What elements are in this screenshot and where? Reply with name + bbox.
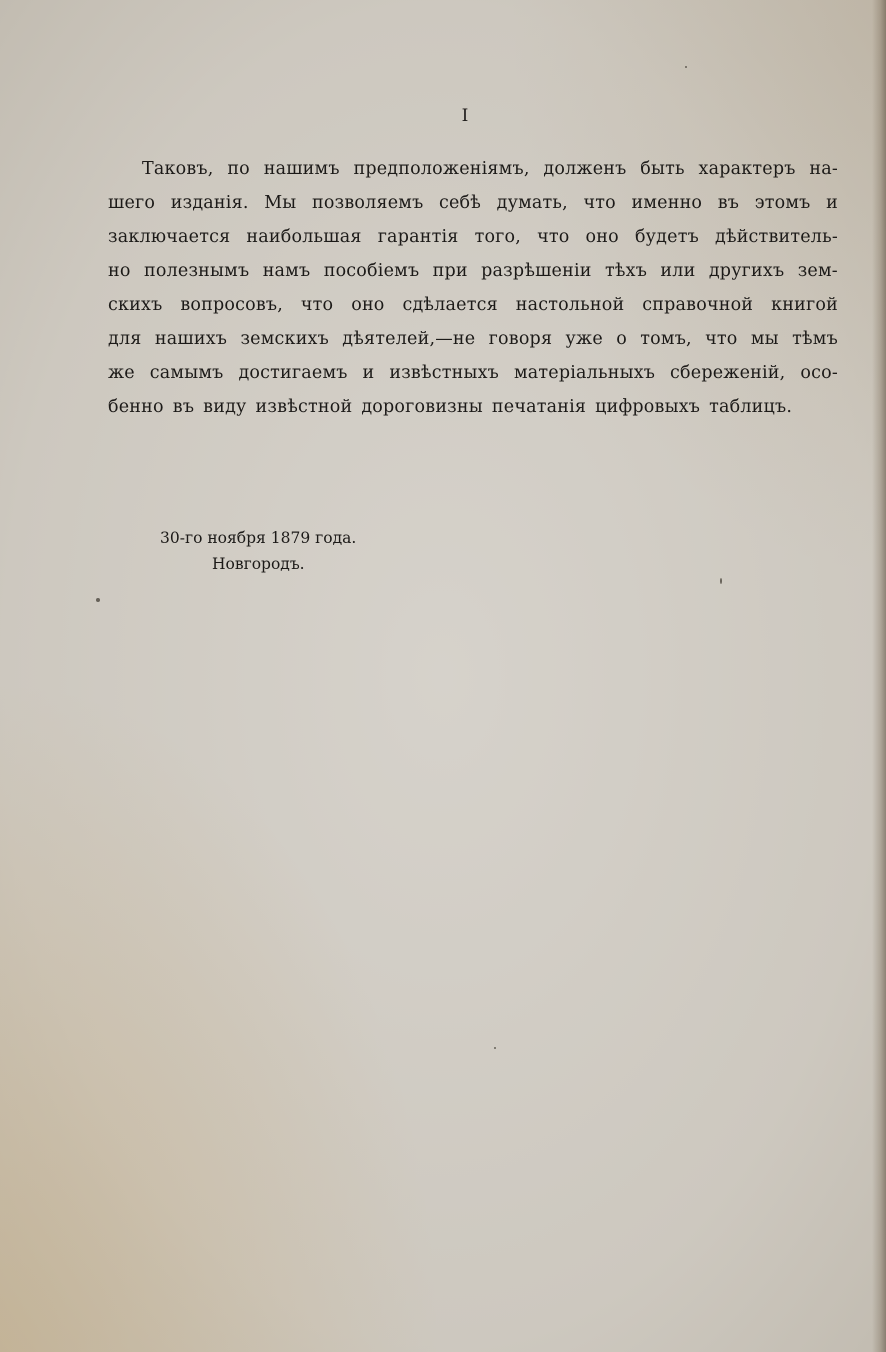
word: этомъ (754, 193, 811, 213)
signoff-date: 30-го ноября 1879 года. (160, 529, 357, 547)
word: въ (717, 193, 740, 213)
print-speck (685, 66, 687, 68)
word: оно (351, 295, 385, 315)
word: для (108, 329, 142, 349)
word: полезнымъ (143, 261, 250, 281)
word: таблицъ. (709, 397, 793, 417)
word: справочной (642, 295, 754, 315)
word: достигаемъ (238, 363, 348, 383)
word: предположеніямъ, (353, 159, 530, 179)
word: уже (565, 329, 603, 349)
word: говоря (488, 329, 553, 349)
word: позволяемъ (312, 193, 424, 213)
word: при (432, 261, 468, 281)
signoff (160, 525, 356, 577)
word: оно (585, 227, 619, 247)
word: въ (172, 397, 195, 417)
word: нашихъ (154, 329, 228, 349)
word: быть (640, 159, 685, 179)
word: и (362, 363, 375, 383)
word: мы (750, 329, 779, 349)
word: на- (809, 159, 838, 179)
word: настольной (515, 295, 625, 315)
word: будетъ (634, 227, 699, 247)
word: Таковъ, (142, 159, 214, 179)
word: что (300, 295, 334, 315)
text-line (108, 186, 838, 220)
print-speck (96, 598, 100, 602)
print-speck (720, 578, 722, 584)
text-line (108, 152, 838, 186)
word: тѣхъ (605, 261, 648, 281)
word: наибольшая (246, 227, 362, 247)
word: что (537, 227, 570, 247)
word: сдѣлается (402, 295, 498, 315)
word: или (660, 261, 696, 281)
word: сбереженій, (670, 363, 786, 383)
word: самымъ (149, 363, 224, 383)
word: изданія. (170, 193, 249, 213)
word: зем- (797, 261, 838, 281)
word: что (583, 193, 616, 213)
word: именно (631, 193, 703, 213)
word: того, (474, 227, 522, 247)
word: же (108, 363, 135, 383)
word: печатанія (491, 397, 587, 417)
word: матеріальныхъ (513, 363, 656, 383)
word: шего (108, 193, 156, 213)
word: осо- (800, 363, 838, 383)
text-line (108, 254, 838, 288)
word: разрѣшеніи (481, 261, 592, 281)
word: виду (203, 397, 247, 417)
signoff-place: Новгородъ. (212, 555, 305, 573)
word: себѣ (439, 193, 482, 213)
word: Мы (264, 193, 297, 213)
word: другихъ (708, 261, 785, 281)
word: о (616, 329, 627, 349)
word: что (705, 329, 738, 349)
word: заключается (108, 227, 231, 247)
word: нашимъ (263, 159, 340, 179)
page-number: I (461, 106, 469, 126)
text-line (108, 390, 838, 424)
word: томъ, (640, 329, 692, 349)
word: намъ (262, 261, 311, 281)
word: пособіемъ (323, 261, 420, 281)
text-line (108, 322, 838, 356)
print-speck (494, 1047, 496, 1049)
page-edge-shadow (872, 0, 886, 1352)
word: долженъ (543, 159, 627, 179)
word: думать, (496, 193, 568, 213)
word: книгой (771, 295, 838, 315)
word: вопросовъ, (180, 295, 283, 315)
word: извѣстныхъ (389, 363, 500, 383)
word: земскихъ (240, 329, 329, 349)
word: но (108, 261, 131, 281)
word: по (227, 159, 250, 179)
preface-paragraph (108, 152, 838, 424)
word: тѣмъ (792, 329, 838, 349)
word: дороговизны (361, 397, 483, 417)
word: дѣятелей,—не (342, 329, 476, 349)
word: извѣстной (255, 397, 353, 417)
word: гарантія (377, 227, 459, 247)
word: скихъ (108, 295, 163, 315)
text-line (108, 220, 838, 254)
word: характеръ (698, 159, 796, 179)
text-line (108, 288, 838, 322)
word: дѣйствитель- (714, 227, 838, 247)
word: цифровыхъ (595, 397, 701, 417)
text-line (108, 356, 838, 390)
word: и (826, 193, 838, 213)
word: бенно (108, 397, 164, 417)
